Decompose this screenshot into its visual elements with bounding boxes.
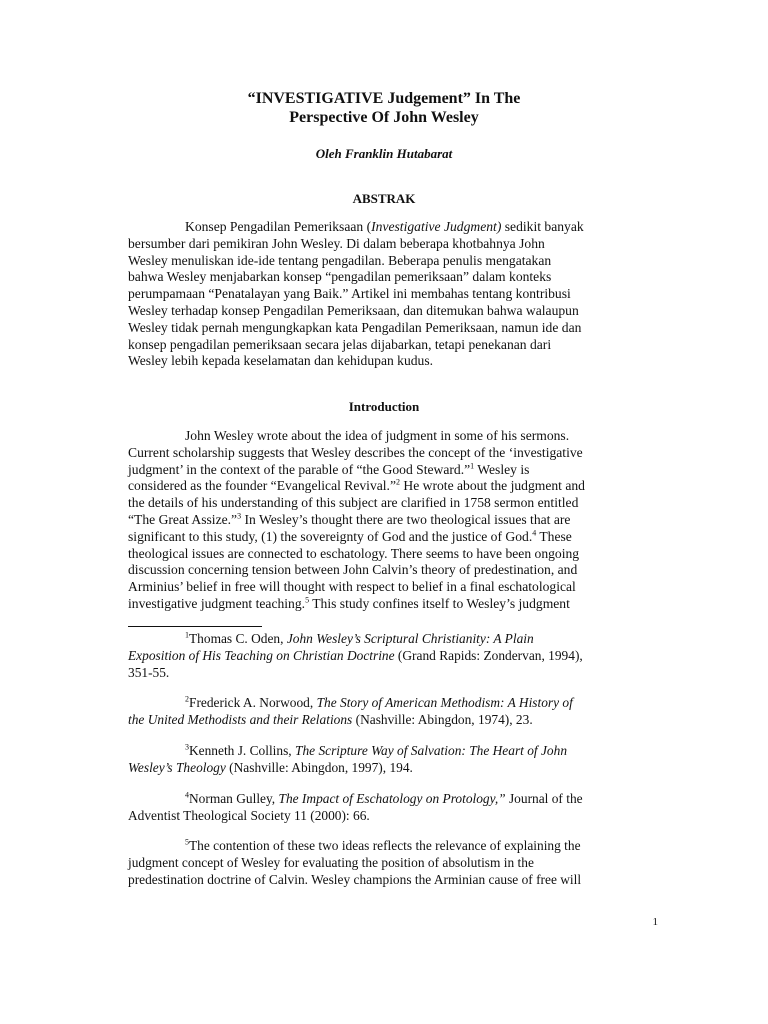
abstract-heading: ABSTRAK (352, 191, 416, 206)
intro-line: theological issues are connected to eschatology. There seems to have been ongoing (128, 545, 580, 561)
footnote-1: $^1$Thomas C. Oden, John Wesley’s Scriptural Christianity: A Plain Exposition of His Teaching on Christian Doctrine (Grand Rapids: Zondervan, 1994), 351-55. (128, 630, 583, 680)
title-line-1: “INVESTIGATIVE Judgement” In The (247, 90, 521, 107)
intro-line: the details of his understanding of this subject are clarified in 1758 sermon entitled (128, 495, 579, 511)
abstract-line: Konsep Pengadilan Pemeriksaan (Investigative Judgment) sedikit banyak (185, 219, 584, 234)
footnote-ref-2: 2 (396, 477, 400, 487)
footnote-ref-5: 5 (305, 595, 310, 605)
abstract-line: konsep pengadilan pemeriksaan secara jelas dijabarkan, tetapi penekanan dari (128, 336, 552, 352)
intro-line: investigative judgment teaching.$^5$ This study confines itself to Wesley’s judgment (128, 595, 570, 611)
footnote-ref-1: 1 (470, 461, 475, 471)
footnote-marker: 5 (185, 837, 189, 847)
abstract-paragraph (128, 219, 656, 370)
intro-line: Current scholarship suggests that Wesley describes the concept of the ‘investigative (128, 444, 583, 460)
abstract-line: Wesley menuliskan ide-ide tentang pengadilan. Beberapa penulis mengatakan (128, 252, 552, 268)
intro-line: judgment’ in the context of the parable of “the Good Steward.”$^1$ Wesley is (128, 461, 530, 477)
intro-line: Arminius’ belief in free will thought with respect to belief in a final eschatological (128, 579, 576, 595)
abstract-line: Wesley tidak pernah mengungkapkan kata Pengadilan Pemeriksaan, namun ide dan (128, 319, 582, 335)
abstract-line: Wesley terhadap konsep Pengadilan Pemeriksaan, dan ditemukan bahwa walaupun (128, 302, 579, 318)
intro-line: “The Great Assize.”$^3$ In Wesley’s thought there are two theological issues that are (128, 511, 571, 527)
footnote-marker: 4 (185, 790, 189, 800)
intro-line: significant to this study, (1) the sovereignty of God and the justice of God.$^4$ These (128, 528, 572, 544)
footnote-marker: 1 (185, 630, 189, 640)
abstract-line: perumpamaan “Penatalayan yang Baik.” Artikel ini membahas tentang kontribusi (128, 286, 571, 302)
footnote-4: $^4$Norman Gulley, The Impact of Eschatology on Protology,” Journal of the Adventist Theological Society 11 (2000): 66. (128, 790, 583, 823)
abstract-line: bersumber dari pemikiran John Wesley. Di dalam beberapa khotbahnya John (128, 235, 545, 251)
footnote-marker: 2 (185, 694, 189, 704)
intro-line: considered as the founder “Evangelical Revival.”$^2$ He wrote about the judgment and (128, 477, 585, 494)
introduction-paragraph (128, 428, 656, 613)
footnote-2: $^2$Frederick A. Norwood, The Story of American Methodism: A History of the United Methodists and their Relations (Nashville: Abingdon, 1974), 23. (128, 694, 573, 727)
title-line-2: Perspective Of John Wesley (289, 109, 479, 126)
footnote-ref-3: 3 (237, 511, 242, 521)
footnote-ref-4: 4 (532, 528, 537, 538)
page-number: 1 (652, 916, 658, 928)
intro-line: John Wesley wrote about the idea of judgment in some of his sermons. (185, 428, 570, 443)
intro-line: discussion concerning tension between John Calvin’s theory of predestination, and (128, 562, 578, 578)
author-byline: Oleh Franklin Hutabarat (315, 146, 453, 161)
footnote-5: $^5$The contention of these two ideas reflects the relevance of explaining the judgment concept of Wesley for evaluating the position of absolutism in the predestination doctrine of Calvin. Wesley champions the Arminian cause of free will (128, 837, 582, 887)
footnote-3: $^3$Kenneth J. Collins, The Scripture Way of Salvation: The Heart of John Wesley’s Theology (Nashville: Abingdon, 1997), 194. (128, 742, 568, 775)
footnote-separator (128, 626, 262, 627)
abstract-line: Wesley lebih kepada keselamatan dan kehidupan kudus. (128, 353, 434, 369)
introduction-heading: Introduction (348, 399, 420, 414)
footnote-marker: 3 (185, 742, 189, 752)
abstract-line: bahwa Wesley menjabarkan konsep “pengadilan pemeriksaan” dalam konteks (128, 269, 552, 285)
